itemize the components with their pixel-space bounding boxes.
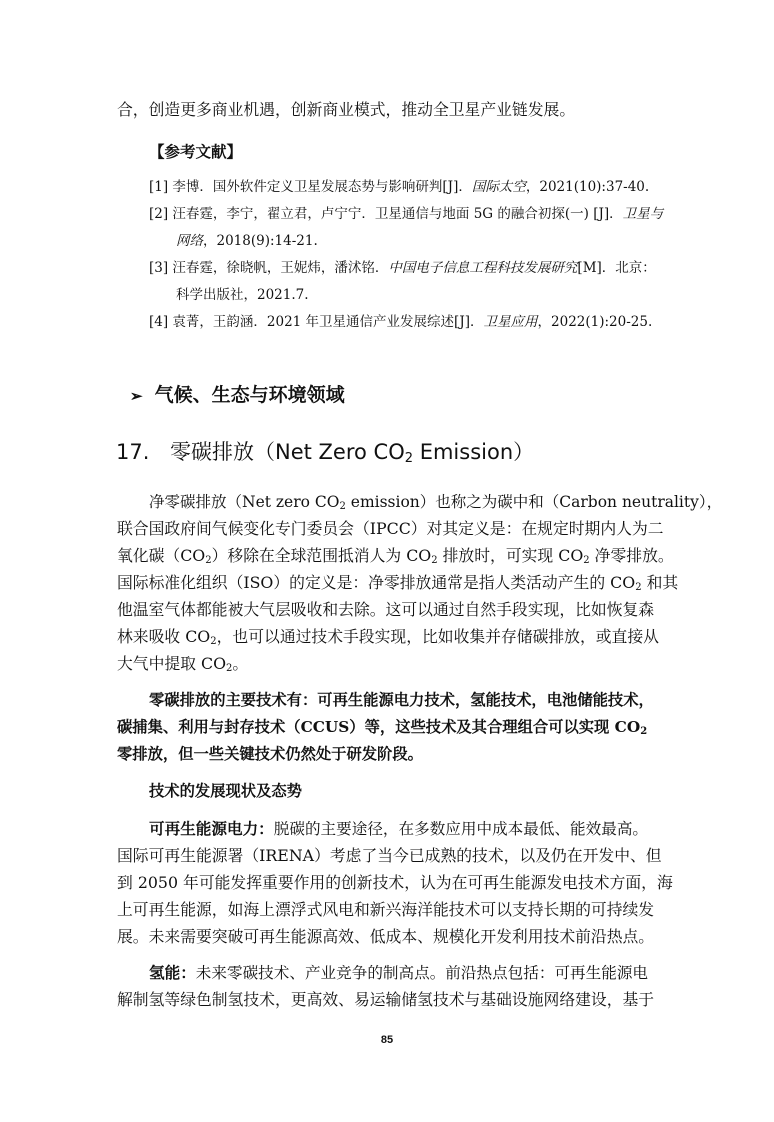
arrow-bullet-icon: ➢ [130,387,143,405]
para3-line1: 可再生能源电力：脱碳的主要途径，在多数应用中成本最低、能效最高。 [149,819,649,838]
references-title: 【参考文献】 [149,142,243,161]
reference-item-3-cont: 科学出版社，2021.7. [176,287,309,303]
reference-item-3: [3] 汪春霆，徐晓帆，王妮炜，潘沭铭．中国电子信息工程科技发展研究[M]．北京： [149,260,656,276]
paragraph-continuation: 合，创造更多商业机遇，创新商业模式，推动全卫星产业链发展。 [117,100,576,119]
para2-line3: 零排放，但一些关键技术仍然处于研发阶段。 [117,745,423,763]
para2-line2: 碳捕集、利用与封存技术（CCUS）等，这些技术及其合理组合可以实现 $CO_2$ [117,718,648,737]
reference-item-4: [4] 袁菁，王韵涵．2021 年卫星通信产业发展综述[J]．卫星应用，2022(1):20-25. [149,314,653,330]
para1-line2: 联合国政府间气候变化专门委员会（IPCC）对其定义是：在规定时期内人为二 [117,519,664,538]
para4-line2: 解制氢等绿色制氢技术，更高效、易运输储氢技术与基础设施网络建设，基于 [117,990,655,1009]
section-heading: ➢ 气候、生态与环境领域 [130,384,345,406]
subheading: 技术的发展现状及态势 [149,782,302,800]
para3-line5: 展。未来需要突破可再生能源高效、低成本、规模化开发利用技术前沿热点。 [117,927,655,946]
para3-line2: 国际可再生能源署（IRENA）考虑了当今已成熟的技术，以及仍在开发中、但 [117,846,662,865]
para1-line7: 大气中提取 $CO_2$。 [117,654,249,674]
reference-item-2: [2] 汪春霆，李宁，翟立君，卢宁宁．卫星通信与地面 5G 的融合初探(一) [J]．卫星与 [149,206,664,222]
page-number: 85 [380,1034,394,1046]
para1-line3: 氧化碳$(CO_2)$移除在全球范围抵消人为 $CO_2$ 排放时，可实现 $CO_2$ 净零排放。 [117,546,674,566]
reference-item-2-cont: 网络，2018(9):14-21. [176,233,318,249]
para1-line5: 他温室气体都能被大气层吸收和去除。这可以通过自然手段实现，比如恢复森 [117,600,655,619]
reference-item-1: [1] 李博．国外软件定义卫星发展态势与影响研判[J]．国际太空，2021(10):37-40. [149,179,650,195]
para1-line6: 林来吸收 $CO_2$，也可以通过技术手段实现，比如收集并存储碳排放，或直接从 [117,627,659,647]
para1-line4: 国际标准化组织（ISO）的定义是：净零排放通常是指人类活动产生的 $CO_2$ 和其 [117,573,679,593]
para1-line1: 净零碳排放（Net zero $CO_2$ emission）也称之为碳中和（Carbon neutrality）， [149,493,723,512]
para2-line1: 零碳排放的主要技术有：可再生能源电力技术，氢能技术，电池储能技术， [149,691,654,709]
chapter-heading: 17. 零碳排放（Net Zero $CO_2$ Emission） [116,440,535,466]
para4-line1: 氢能：未来零碳技术、产业竞争的制高点。前沿热点包括：可再生能源电 [149,963,649,982]
para3-line3: 到 2050 年可能发挥重要作用的创新技术，认为在可再生能源发电技术方面，海 [117,873,673,892]
para3-line4: 上可再生能源，如海上漂浮式风电和新兴海洋能技术可以支持长期的可持续发 [117,900,655,919]
